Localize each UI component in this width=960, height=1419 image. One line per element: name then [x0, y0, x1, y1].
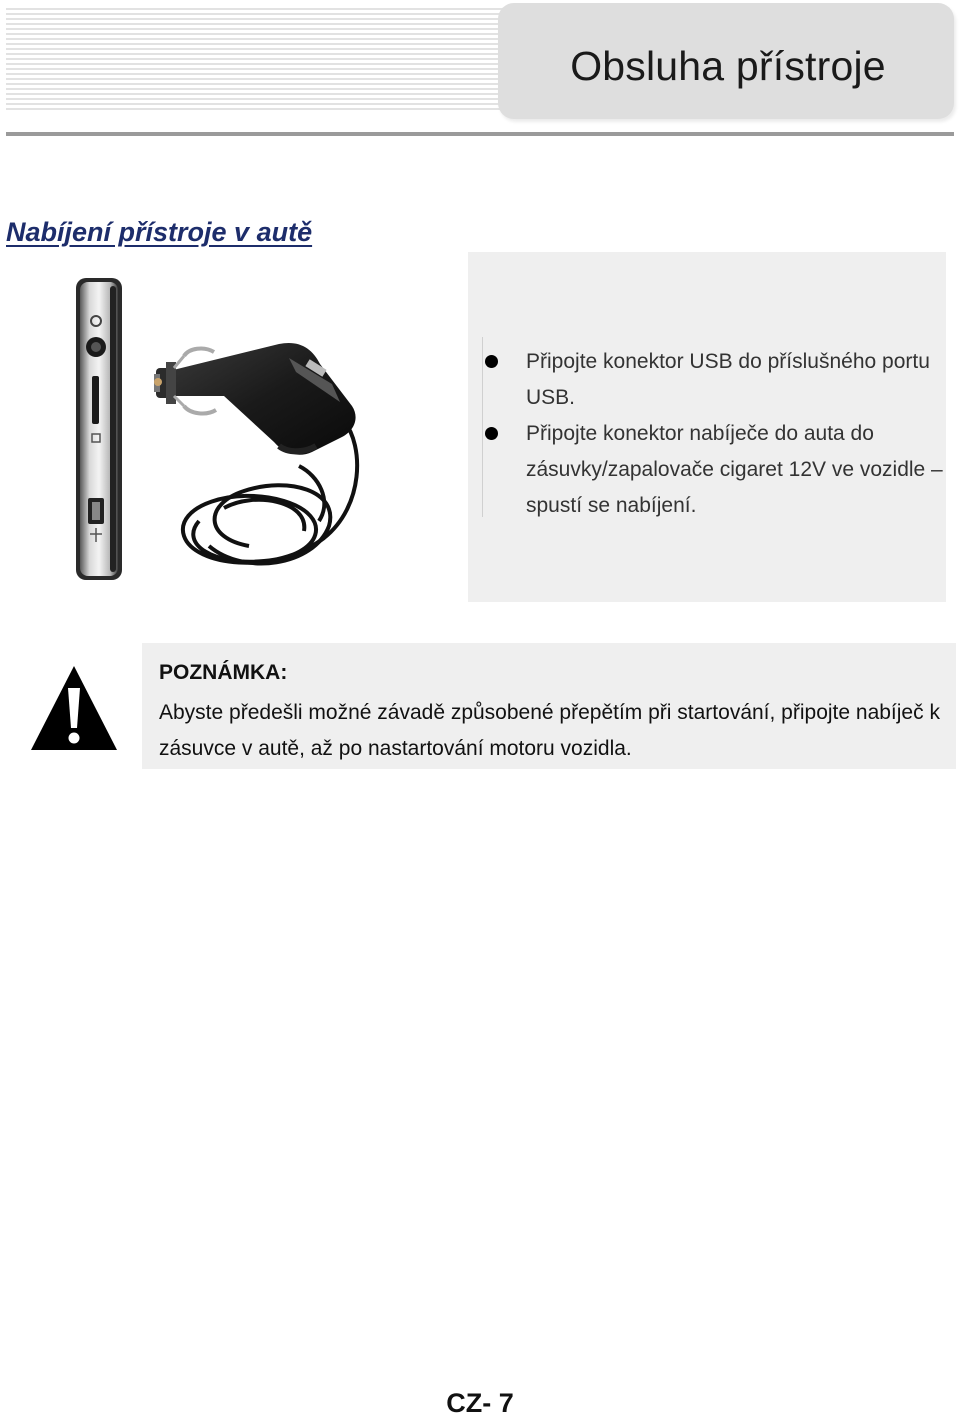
bullet-icon — [485, 355, 498, 368]
header-rule — [6, 132, 954, 136]
car-charger-device-image — [74, 276, 374, 584]
instruction-list — [468, 344, 946, 524]
bullet-icon — [485, 427, 498, 440]
page-title: Obsluha přístroje — [570, 43, 886, 89]
note-title: POZNÁMKA: — [159, 661, 288, 684]
instructions-panel — [468, 252, 946, 602]
warning-triangle-icon — [28, 662, 120, 754]
header-stripes — [6, 8, 506, 110]
list-item — [468, 344, 946, 416]
page-number: CZ- 7 — [446, 1388, 514, 1418]
note-box — [142, 643, 956, 769]
title-box — [498, 3, 954, 119]
section-heading: Nabíjení přístroje v autě — [6, 217, 313, 247]
instruction-text: Připojte konektor USB do příslušného portu USB. — [526, 350, 930, 409]
list-item — [468, 416, 946, 524]
note-text: Abyste předešli možné závadě způsobené přepětím při startování, připojte nabíječ k zásuvce v autě, až po nastartování motoru vozidla. — [159, 701, 940, 760]
instruction-text: Připojte konektor nabíječe do auta do zásuvky/zapalovače cigaret 12V ve vozidle – spustí se nabíjení. — [526, 422, 943, 517]
